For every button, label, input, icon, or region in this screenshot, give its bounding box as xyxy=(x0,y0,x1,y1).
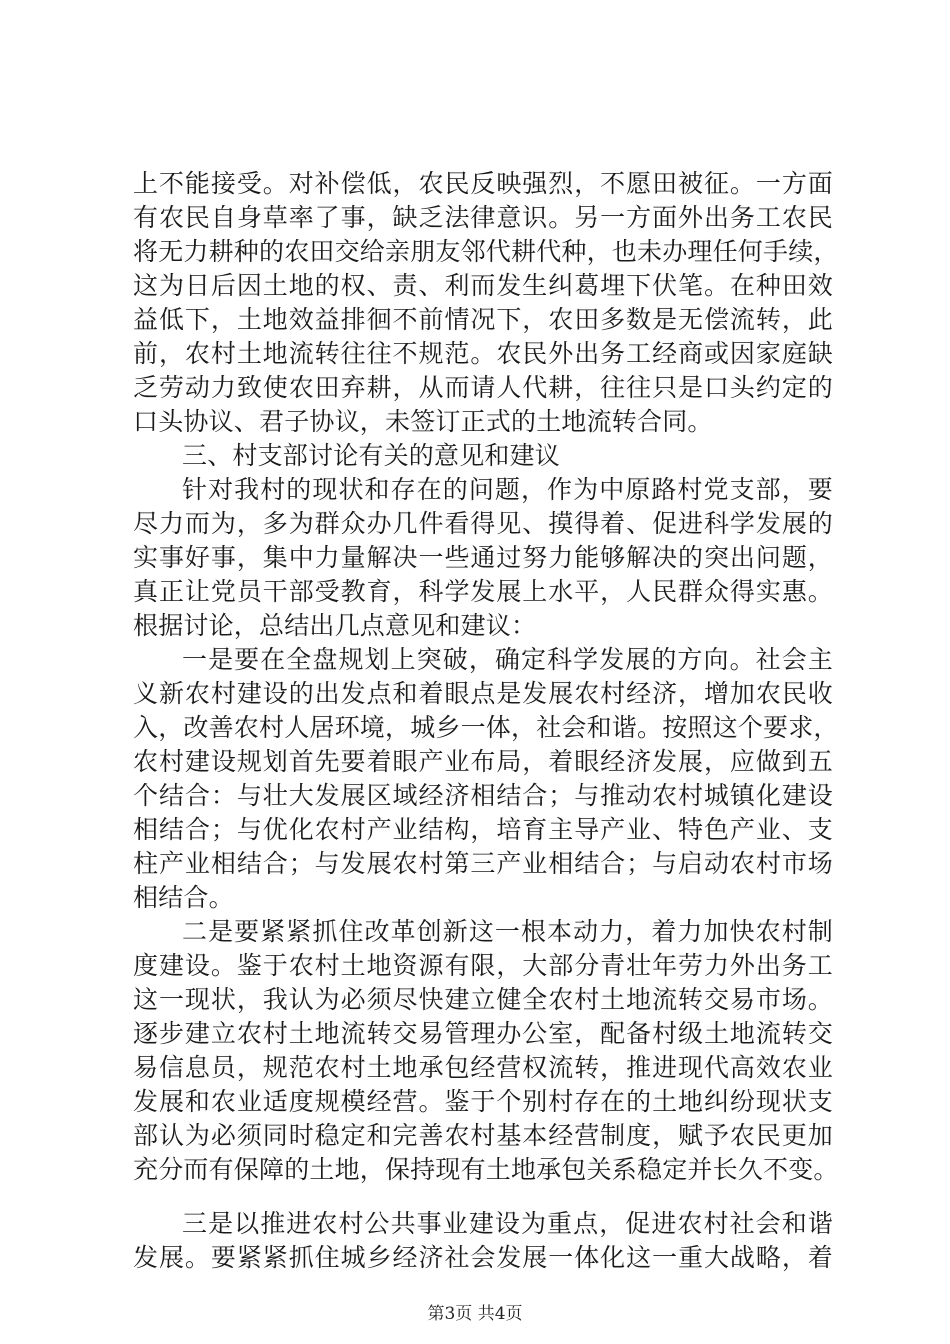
text-line: 部认为必须同时稳定和完善农村基本经营制度，赋予农民更加 xyxy=(133,1121,833,1150)
text-line: 根据讨论，总结出几点意见和建议： xyxy=(133,611,537,640)
text-line: 逐步建立农村土地流转交易管理办公室，配备村级土地流转交 xyxy=(133,1019,833,1048)
text-line: 发展和农业适度规模经营。鉴于个别村存在的土地纠纷现状支 xyxy=(133,1087,833,1116)
text-line: 尽力而为，多为群众办几件看得见、摸得着、促进科学发展的 xyxy=(133,509,833,538)
text-line: 相结合；与优化农村产业结构，培育主导产业、特色产业、支 xyxy=(133,815,833,844)
text-line: 益低下，土地效益排徊不前情况下，农田多数是无偿流转，此 xyxy=(133,305,833,334)
text-line: 针对我村的现状和存在的问题，作为中原路村党支部，要 xyxy=(182,475,833,504)
text-line: 三是以推进农村公共事业建设为重点，促进农村社会和谐 xyxy=(182,1209,833,1238)
text-line: 二是要紧紧抓住改革创新这一根本动力，着力加快农村制 xyxy=(182,917,833,946)
text-line: 前，农村土地流转往往不规范。农民外出务工经商或因家庭缺 xyxy=(133,339,833,368)
text-line: 相结合。 xyxy=(133,883,234,912)
text-line: 易信息员，规范农村土地承包经营权流转，推进现代高效农业 xyxy=(133,1053,833,1082)
text-line: 真正让党员干部受教育，科学发展上水平，人民群众得实惠。 xyxy=(133,577,833,606)
text-line: 一是要在全盘规划上突破，确定科学发展的方向。社会主 xyxy=(182,645,833,674)
text-line: 农村建设规划首先要着眼产业布局，着眼经济发展，应做到五 xyxy=(133,747,833,776)
text-line: 充分而有保障的土地，保持现有土地承包关系稳定并长久不变。 xyxy=(133,1155,839,1184)
text-line: 义新农村建设的出发点和着眼点是发展农村经济，增加农民收 xyxy=(133,679,833,708)
text-line: 口头协议、君子协议，未签订正式的土地流转合同。 xyxy=(133,407,713,436)
page-number-footer: 第3页 共4页 xyxy=(427,1304,523,1324)
section-heading: 三、村支部讨论有关的意见和建议 xyxy=(182,441,561,470)
text-line: 将无力耕种的农田交给亲朋友邻代耕代种，也未办理任何手续， xyxy=(133,237,839,266)
text-line: 有农民自身草率了事，缺乏法律意识。另一方面外出务工农民 xyxy=(133,203,833,232)
text-line: 这一现状，我认为必须尽快建立健全农村土地流转交易市场。 xyxy=(133,985,833,1014)
text-line: 发展。要紧紧抓住城乡经济社会发展一体化这一重大战略，着 xyxy=(133,1243,833,1272)
text-line: 上不能接受。对补偿低，农民反映强烈，不愿田被征。一方面 xyxy=(133,169,833,198)
text-line: 实事好事，集中力量解决一些通过努力能够解决的突出问题， xyxy=(133,543,833,572)
text-line: 度建设。鉴于农村土地资源有限，大部分青壮年劳力外出务工 xyxy=(133,951,833,980)
text-line: 这为日后因土地的权、责、利而发生纠葛埋下伏笔。在种田效 xyxy=(133,271,833,300)
text-line: 个结合：与壮大发展区域经济相结合；与推动农村城镇化建设 xyxy=(133,781,833,810)
text-line: 柱产业相结合；与发展农村第三产业相结合；与启动农村市场 xyxy=(133,849,833,878)
text-line: 入，改善农村人居环境，城乡一体，社会和谐。按照这个要求， xyxy=(133,713,839,742)
text-line: 乏劳动力致使农田弃耕，从而请人代耕，往往只是口头约定的 xyxy=(133,373,833,402)
